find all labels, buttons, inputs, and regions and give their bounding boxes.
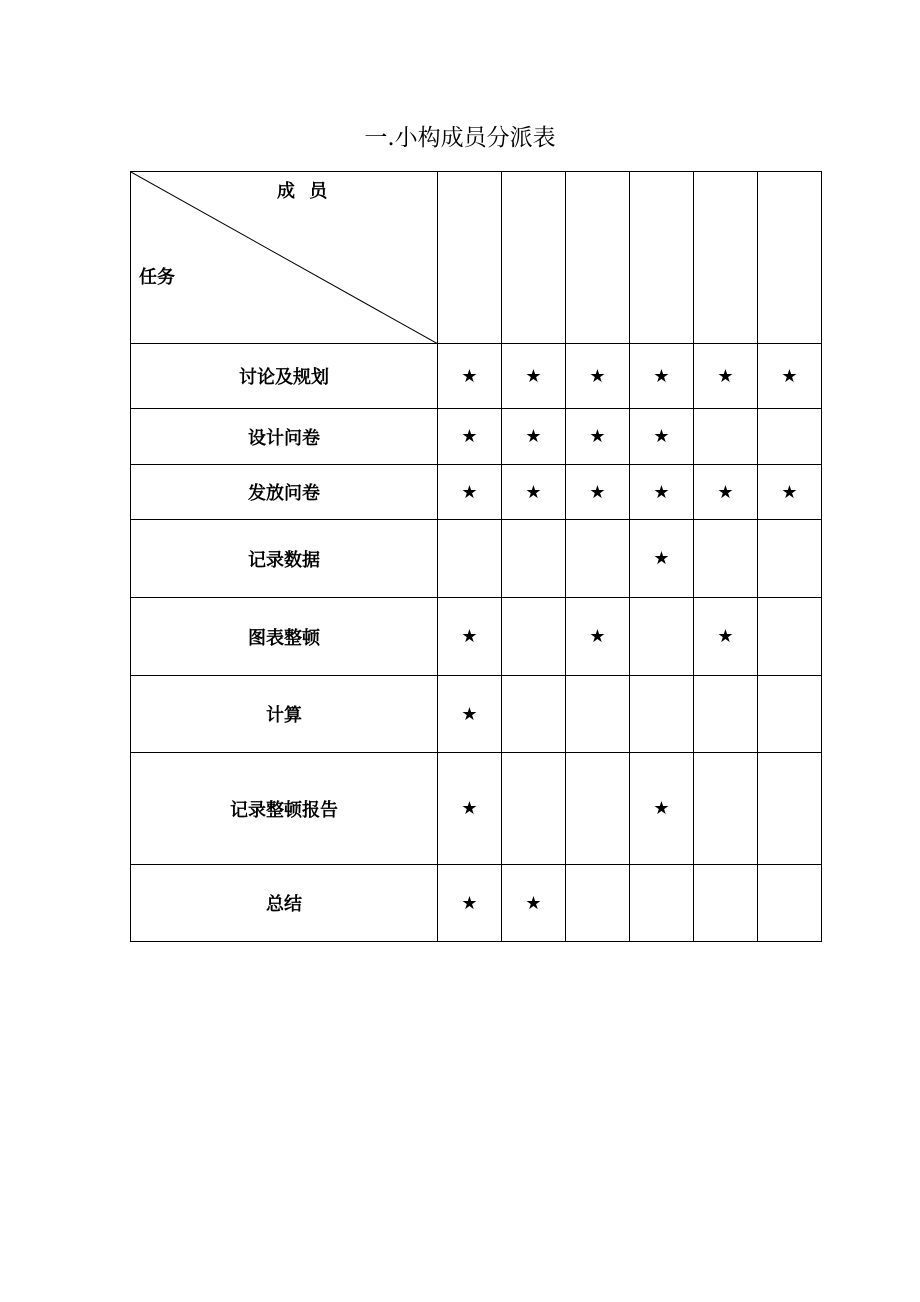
member-header-2 xyxy=(502,172,566,344)
assignment-table xyxy=(130,171,822,942)
assignment-mark: ★ xyxy=(630,465,694,520)
assignment-mark: ★ xyxy=(630,753,694,865)
table-row xyxy=(131,409,822,465)
assignment-mark xyxy=(566,753,630,865)
assignment-mark: ★ xyxy=(502,865,566,942)
assignment-mark: ★ xyxy=(438,598,502,676)
assignment-mark xyxy=(438,520,502,598)
assignment-mark: ★ xyxy=(438,753,502,865)
assignment-mark: ★ xyxy=(758,344,822,409)
assignment-mark: ★ xyxy=(694,465,758,520)
tasks-header-label: 任务 xyxy=(139,267,175,288)
assignment-mark xyxy=(502,598,566,676)
assignment-mark xyxy=(758,409,822,465)
assignment-mark xyxy=(630,598,694,676)
assignment-mark xyxy=(758,598,822,676)
assignment-mark xyxy=(566,520,630,598)
assignment-mark xyxy=(630,676,694,753)
assignment-mark: ★ xyxy=(438,465,502,520)
task-name: 设计问卷 xyxy=(131,409,438,465)
member-header-4 xyxy=(630,172,694,344)
assignment-mark xyxy=(502,676,566,753)
assignment-mark: ★ xyxy=(694,344,758,409)
assignment-mark xyxy=(630,865,694,942)
assignment-mark: ★ xyxy=(758,465,822,520)
assignment-mark xyxy=(758,676,822,753)
task-name: 图表整顿 xyxy=(131,598,438,676)
task-name: 记录数据 xyxy=(131,520,438,598)
assignment-mark xyxy=(566,676,630,753)
assignment-mark xyxy=(502,520,566,598)
table-row xyxy=(131,676,822,753)
assignment-mark xyxy=(694,520,758,598)
assignment-mark: ★ xyxy=(630,520,694,598)
table-row xyxy=(131,753,822,865)
table-row xyxy=(131,865,822,942)
member-header-5 xyxy=(694,172,758,344)
assignment-mark xyxy=(758,753,822,865)
diagonal-header-cell xyxy=(131,172,438,344)
task-name: 总结 xyxy=(131,865,438,942)
member-header-6 xyxy=(758,172,822,344)
assignment-mark xyxy=(502,753,566,865)
assignment-mark: ★ xyxy=(630,344,694,409)
assignment-mark xyxy=(694,865,758,942)
assignment-mark: ★ xyxy=(502,465,566,520)
task-name: 计算 xyxy=(131,676,438,753)
table-row xyxy=(131,465,822,520)
assignment-mark: ★ xyxy=(694,598,758,676)
assignment-mark: ★ xyxy=(566,598,630,676)
task-name: 发放问卷 xyxy=(131,465,438,520)
members-header-label: 成 员 xyxy=(277,181,332,202)
table-row xyxy=(131,520,822,598)
assignment-mark: ★ xyxy=(438,865,502,942)
header-row xyxy=(131,172,822,344)
page-title: 一.小构成员分派表 xyxy=(364,125,556,151)
assignment-mark xyxy=(758,520,822,598)
assignment-mark xyxy=(758,865,822,942)
task-name: 讨论及规划 xyxy=(131,344,438,409)
assignment-mark: ★ xyxy=(566,409,630,465)
assignment-mark: ★ xyxy=(438,676,502,753)
assignment-mark: ★ xyxy=(502,409,566,465)
assignment-mark xyxy=(694,676,758,753)
assignment-mark: ★ xyxy=(566,344,630,409)
table-row xyxy=(131,598,822,676)
assignment-mark: ★ xyxy=(566,465,630,520)
member-header-1 xyxy=(438,172,502,344)
assignment-mark xyxy=(694,409,758,465)
assignment-mark xyxy=(694,753,758,865)
member-header-3 xyxy=(566,172,630,344)
task-name: 记录整顿报告 xyxy=(131,753,438,865)
assignment-mark: ★ xyxy=(438,344,502,409)
assignment-mark: ★ xyxy=(438,409,502,465)
assignment-mark: ★ xyxy=(502,344,566,409)
assignment-mark: ★ xyxy=(630,409,694,465)
table-row xyxy=(131,344,822,409)
assignment-mark xyxy=(566,865,630,942)
